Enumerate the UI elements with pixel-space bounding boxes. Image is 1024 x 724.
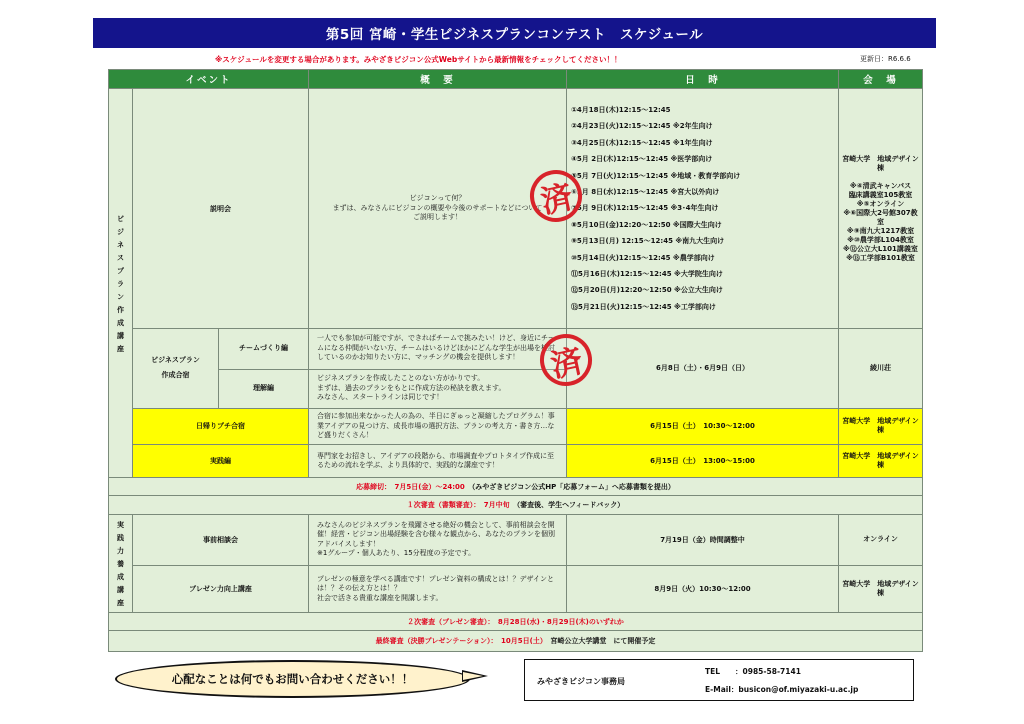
date-jissen: 6月15日（土） 13:00～15:00 (567, 445, 839, 478)
event-team-building: チームづくり編 (219, 328, 309, 369)
screening1-banner: １次審査（書類審査）： 7月中旬 （審査後、学生へフィードバック） (109, 496, 923, 514)
inquiry-bubble: 心配なことは何でもお問い合わせください！！ (115, 660, 470, 698)
office-name: みやざきビジコン事務局 (537, 677, 625, 686)
desc-jizen: みなさんのビジネスプランを飛躍させる絶好の機会として、事前相談会を開 催！経営・ビジコン出場経験を含む様々な観点から、あなたのプランを個別 アドバイスします！ ※1グループ・個人あたり、15分程度の予定です。 (309, 514, 567, 565)
table-row (109, 566, 923, 613)
desc-jissen: 専門家をお招きし、アイデアの段階から、市場調査やプロトタイプ作成に至 るための流れを学ぶ、より具体的で、実践的な講座です！ (309, 445, 567, 478)
table-row (109, 514, 923, 565)
event-presen: プレゼン力向上講座 (133, 566, 309, 613)
page-title: 第5回 宮崎・学生ビジネスプランコンテスト スケジュール (93, 18, 936, 48)
event-jissen: 実践編 (133, 445, 309, 478)
header-summary: 概 要 (309, 70, 567, 89)
event-jizen: 事前相談会 (133, 514, 309, 565)
venue-presen: 宮崎大学 地域デザイン棟 (839, 566, 923, 613)
deadline-banner: 応募締切： 7月5日(金）～24:00 （みやざきビジコン公式HP「応募フォーム」へ応募書類を提出） (109, 478, 923, 496)
header-datetime: 日 時 (567, 70, 839, 89)
venue-setsumeikai: 宮崎大学 地域デザイン棟 ※④清武キャンパス 臨床講義室105教室 ※⑤オンライン ※⑥国際大2号館307教室 ※⑨南九大1217教室 ※⑩農学部L104教室 ※⑫公立大L101講義室 ※⑬工学部B101教室 (839, 89, 923, 328)
table-row (109, 445, 923, 478)
schedule-table (108, 69, 923, 652)
dates-setsumeikai: ①4月18日(木)12:15～12:45 ②4月23日(火)12:15～12:45 ※2年生向け ③4月25日(木)12:15～12:45 ※1年生向け ④5月 2日(木)12:15～12:45 ※医学部向け ⑤5月 7日(火)12:15～12:45 ※地域・教育学部向け ⑥5月 8日(水)12:15～12:45 ※宮大以外向け ⑦5月 9日(木)12:15～12:45 ※3･4年生向け ⑧5月10日(金)12:20～12:50 ※国際大生向け ⑨5月13日(月) 12:15～12:45 ※南九大生向け ⑩5月14日(火)12:15～12:45 ※農学部向け ⑪5月16日(木)12:15～12:45 ※大学院生向け ⑫5月20日(月)12:20～12:50 ※公立大生向け ⑬5月21日(火)12:15～12:45 ※工学部向け (567, 89, 839, 328)
event-gasshuku: ビジネスプラン 作成合宿 (133, 328, 219, 408)
schedule-change-notice: ※スケジュールを変更する場合があります。みやざきビジコン公式Webサイトから最新情報をチェックしてください！！ (215, 55, 622, 64)
table-row (109, 89, 923, 328)
desc-higaeri: 合宿に参加出来なかった人の為の、半日にぎゅっと凝縮したプログラム！事 業アイデアの見つけ方、成長市場の選択方法、プランの考え方・書き方…な ど盛りだくさん！ (309, 408, 567, 445)
final-banner: 最終審査（決勝プレゼンテーション）： 10月5日(土） 宮崎公立大学講堂 にて開催予定 (109, 631, 923, 652)
table-row (109, 328, 923, 369)
table-row (109, 408, 923, 445)
header-event: イベント (109, 70, 309, 89)
header-venue: 会 場 (839, 70, 923, 89)
desc-rikai: ビジネスプランを作成したことのない方がかりです。 まずは、過去のプランをもとに作成方法の秘訣を教えます。 みなさん、スタートラインは同じです！ (309, 369, 567, 408)
contact-email[interactable]: E-Mail：busicon@of.miyazaki-u.ac.jp (705, 685, 859, 694)
updated-date: 更新日：R6.6.6 (860, 55, 911, 63)
table-row (109, 496, 923, 514)
table-row (109, 631, 923, 652)
category-business-plan: ビ ジ ネ ス プ ラ ン 作 成 講 座 (109, 89, 133, 478)
contact-box (524, 659, 914, 701)
table-row (109, 478, 923, 496)
venue-jizen: オンライン (839, 514, 923, 565)
venue-higaeri: 宮崎大学 地域デザイン棟 (839, 408, 923, 445)
venue-jissen: 宮崎大学 地域デザイン棟 (839, 445, 923, 478)
contact-tel: TEL ：0985-58-7141 (705, 667, 801, 676)
table-row (109, 613, 923, 631)
date-presen: 8月9日（火）10:30～12:00 (567, 566, 839, 613)
date-jizen: 7月19日（金）時間調整中 (567, 514, 839, 565)
date-gasshuku: 6月8日（土）・6月9日（日） (567, 328, 839, 408)
event-rikai: 理解編 (219, 369, 309, 408)
completed-stamp-icon: 済 (535, 329, 597, 391)
screening2-banner: ２次審査（プレゼン審査）： 8月28日(水)・8月29日(木)のいずれか (109, 613, 923, 631)
event-higaeri: 日帰りプチ合宿 (133, 408, 309, 445)
desc-presen: プレゼンの極意を学べる講座です！プレゼン資料の構成とは！？デザインと は！？その伝え方とは！？ 社会で活きる貴重な講座を開講します。 (309, 566, 567, 613)
event-setsumeikai: 説明会 (133, 89, 309, 328)
venue-gasshuku: 綾川荘 (839, 328, 923, 408)
desc-team-building: 一人でも参加が可能ですが、できればチームで挑みたい！けど、身近にチー ムになる仲間がいない方、チームはいるけどほかにどんな学生が出場を検討 しているのかお知りたい方に、マッチングの機会を提供します！ (309, 328, 567, 369)
table-header-row (109, 70, 923, 89)
date-higaeri: 6月15日（土） 10:30～12:00 (567, 408, 839, 445)
category-practical: 実 践 力 養 成 講 座 (109, 514, 133, 612)
completed-stamp-icon: 済 (525, 165, 587, 227)
desc-setsumeikai: ビジコンって何？ まずは、みなさんにビジコンの概要や今後のサポートなどについて ご説明します！ (309, 89, 567, 328)
bubble-tail-inner (463, 672, 483, 680)
